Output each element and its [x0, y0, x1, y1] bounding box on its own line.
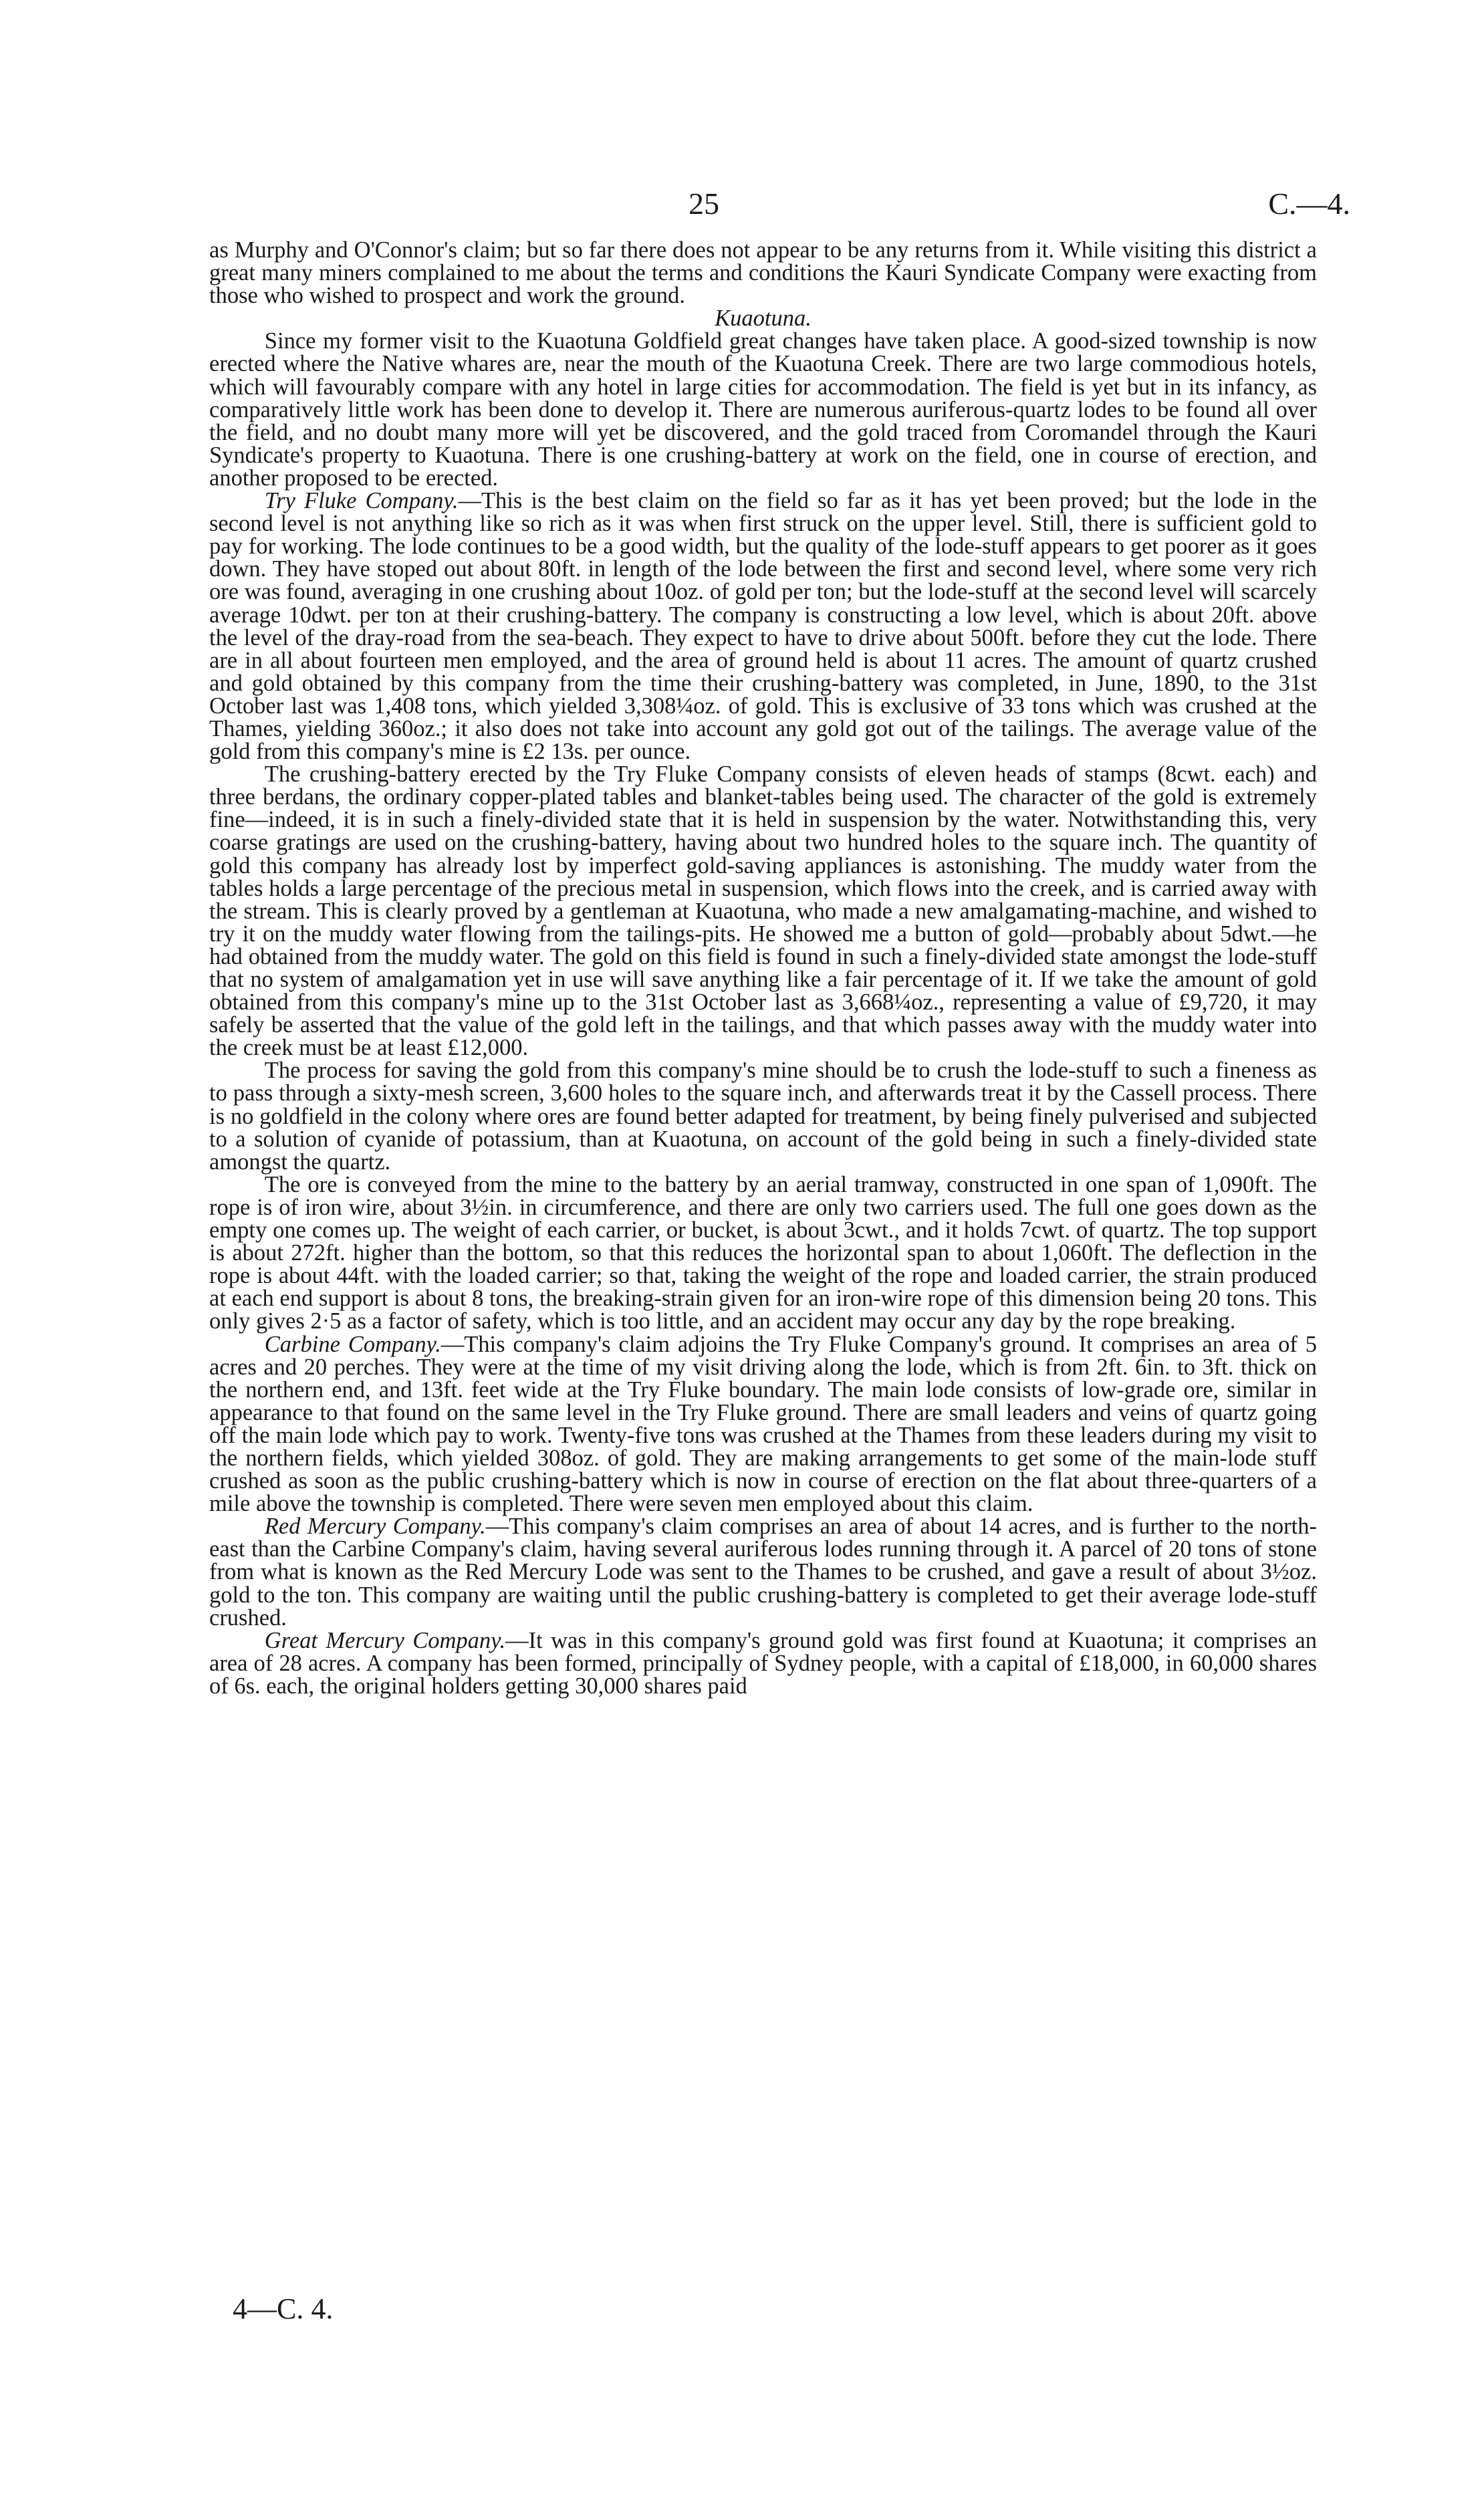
paragraph-crushing-battery: The crushing-battery erected by the Try Fluke Company consists of eleven heads of stamps (8cwt. each) and three berdans, the ordinary copper-plated tables and blanket-tables being used. The character of the gold is extremely fine—indeed, it is in such a finely-divided state that it is held in suspension by the water. Notwithstanding this, very coarse gratings are used on the crushing-battery, having about two hundred holes to the square inch. The quantity of gold this company has already lost by imperfect gold-saving appliances is astonishing. The muddy water from the tables holds a large percentage of the precious metal in suspension, which flows into the creek, and is carried away with the stream. This is clearly proved by a gentleman at Kuaotuna, who made a new amalgamating-machine, and wished to try it on the muddy water flowing from the tailings-pits. He showed me a button of gold—probably about 5dwt.—he had obtained from the muddy water. The gold on this field is found in such a finely-divided state amongst the lode-stuff that no system of amalgamation yet in use will save anything like a fair percentage of it. If we take the amount of gold obtained from this company's mine up to the 31st October last as 3,668¼oz., representing a value of £9,720, it may safely be asserted that the value of the gold left in the tailings, and that which passes away with the muddy water into the creek must be at least £12,000. — [209, 761, 1317, 1061]
company-name-carbine: Carbine Company. — [264, 1331, 441, 1357]
company-name-great-mercury: Great Mercury Company. — [264, 1627, 506, 1653]
paragraph-red-mercury-text: —This company's claim comprises an area of about 14 acres, and is further to the north-east than the Carbine Company's claim, having several auriferous lodes running through it. A parcel of 20 tons of stone from what is known as the Red Mercury Lode was sent to the Thames to be crushed, and gave a result of about 3½oz. gold to the ton. This company are waiting until the public crushing-battery is completed to get their average lode-stuff crushed. — [209, 1514, 1317, 1631]
body-text — [209, 239, 1317, 1697]
paragraph-continuation: as Murphy and O'Connor's claim; but so far there does not appear to be any returns from it. While visiting this district a great many miners complained to me about the terms and conditions the Kauri Syndicate Company were exacting from those who wished to prospect and work the ground. — [209, 237, 1317, 309]
page-signature: 4—C. 4. — [233, 2292, 334, 2325]
paragraph-try-fluke-text: —This is the best claim on the field so far as it has yet been proved; but the lode in the second level is not anything like so rich as it was when first struck on the upper level. Still, there is sufficient gold to pay for working. The lode continues to be a good width, but the quality of the lode-stuff appears to get poorer as it goes down. They have stoped out about 80ft. in length of the lode between the first and second level, where some very rich ore was found, averaging in one crushing about 10oz. of gold per ton; but the lode-stuff at the second level will scarcely average 10dwt. per ton at their crushing-battery. The company is constructing a low level, which is about 20ft. above the level of the dray-road from the sea-beach. They expect to have to drive about 500ft. before they cut the lode. There are in all about fourteen men employed, and the area of ground held is about 11 acres. The amount of quartz crushed and gold obtained by this company from the time their crushing-battery was completed, in June, 1890, to the 31st October last was 1,408 tons, which yielded 3,308¼oz. of gold. This is exclusive of 33 tons which was crushed at the Thames, yielding 360oz.; it also does not take into account any gold got out of the tailings. The average value of the gold from this company's mine is £2 13s. per ounce. — [209, 488, 1317, 765]
company-name-try-fluke: Try Fluke Company. — [264, 488, 459, 514]
paragraph-red-mercury — [209, 1515, 1317, 1629]
paragraph-great-mercury — [209, 1629, 1317, 1697]
paragraph-aerial-tramway: The ore is conveyed from the mine to the battery by an aerial tramway, constructed in one span of 1,090ft. The rope is of iron wire, about 3½in. in circumference, and there are only two carriers used. The full one goes down as the empty one comes up. The weight of each carrier, or bucket, is about 3cwt., and it holds 7cwt. of quartz. The top support is about 272ft. higher than the bottom, so that this reduces the horizontal span to about 1,060ft. The deflection in the rope is about 44ft. with the loaded carrier; so that, taking the weight of the rope and loaded carrier, the strain produced at each end support is about 8 tons, the breaking-strain given for an iron-wire rope of this dimension being 20 tons. This only gives 2·5 as a factor of safety, which is too little, and an accident may occur any day by the rope breaking. — [209, 1171, 1317, 1334]
paragraph-carbine-text: —This company's claim adjoins the Try Fluke Company's ground. It comprises an area of 5 acres and 20 perches. They were at the time of my visit driving along the lode, which is from 2ft. 6in. to 3ft. thick on the northern end, and 13ft. feet wide at the Try Fluke boundary. The main lode consists of low-grade ore, similar in appearance to that found on the same level in the Try Fluke ground. There are small leaders and veins of quartz going off the main lode which pay to work. Twenty-five tons was crushed at the Thames from these leaders during my visit to the northern fields, which yielded 308oz. of gold. They are making arrangements to get some of the main-lode stuff crushed as soon as the public crushing-battery which is now in course of erection on the flat about three-quarters of a mile above the township is completed. There were seven men employed about this claim. — [209, 1331, 1317, 1517]
paragraph-gold-saving-process: The process for saving the gold from this company's mine should be to crush the lode-stuff to such a fineness as to pass through a sixty-mesh screen, 3,600 holes to the square inch, and afterwards treat it by the Cassell process. There is no goldfield in the colony where ores are found better adapted for treatment, by being finely pulverised and subjected to a solution of cyanide of potassium, than at Kuaotuna, on account of the gold being in such a finely-divided state amongst the quartz. — [209, 1058, 1317, 1175]
company-name-red-mercury: Red Mercury Company. — [264, 1514, 486, 1540]
page-header — [0, 186, 1484, 226]
paragraph-carbine — [209, 1333, 1317, 1516]
paragraph-try-fluke — [209, 489, 1317, 763]
document-reference: C.—4. — [1268, 187, 1350, 221]
paragraph-great-mercury-text: —It was in this company's ground gold was first found at Kuaotuna; it comprises an area of 28 acres. A company has been formed, principally of Sydney people, with a capital of £18,000, in 60,000 shares of 6s. each, the original holders getting 30,000 shares paid — [209, 1627, 1317, 1699]
page-number: 25 — [689, 187, 719, 221]
paragraph-kuaotuna-intro: Since my former visit to the Kuaotuna Goldfield great changes have taken place. A good-sized township is now erected where the Native whares are, near the mouth of the Kuaotuna Creek. There are two large commodious hotels, which will favourably compare with any hotel in large cities for accommodation. The field is yet but in its infancy, as comparatively little work has been done to develop it. There are numerous auriferous-quartz lodes to be found all over the field, and no doubt many more will yet be discovered, and the gold traced from Coromandel through the Kauri Syndicate's property to Kuaotuna. There is one crushing-battery at work on the field, one in course of erection, and another proposed to be erected. — [209, 328, 1317, 491]
section-heading-kuaotuna: Kuaotuna. — [715, 306, 812, 332]
